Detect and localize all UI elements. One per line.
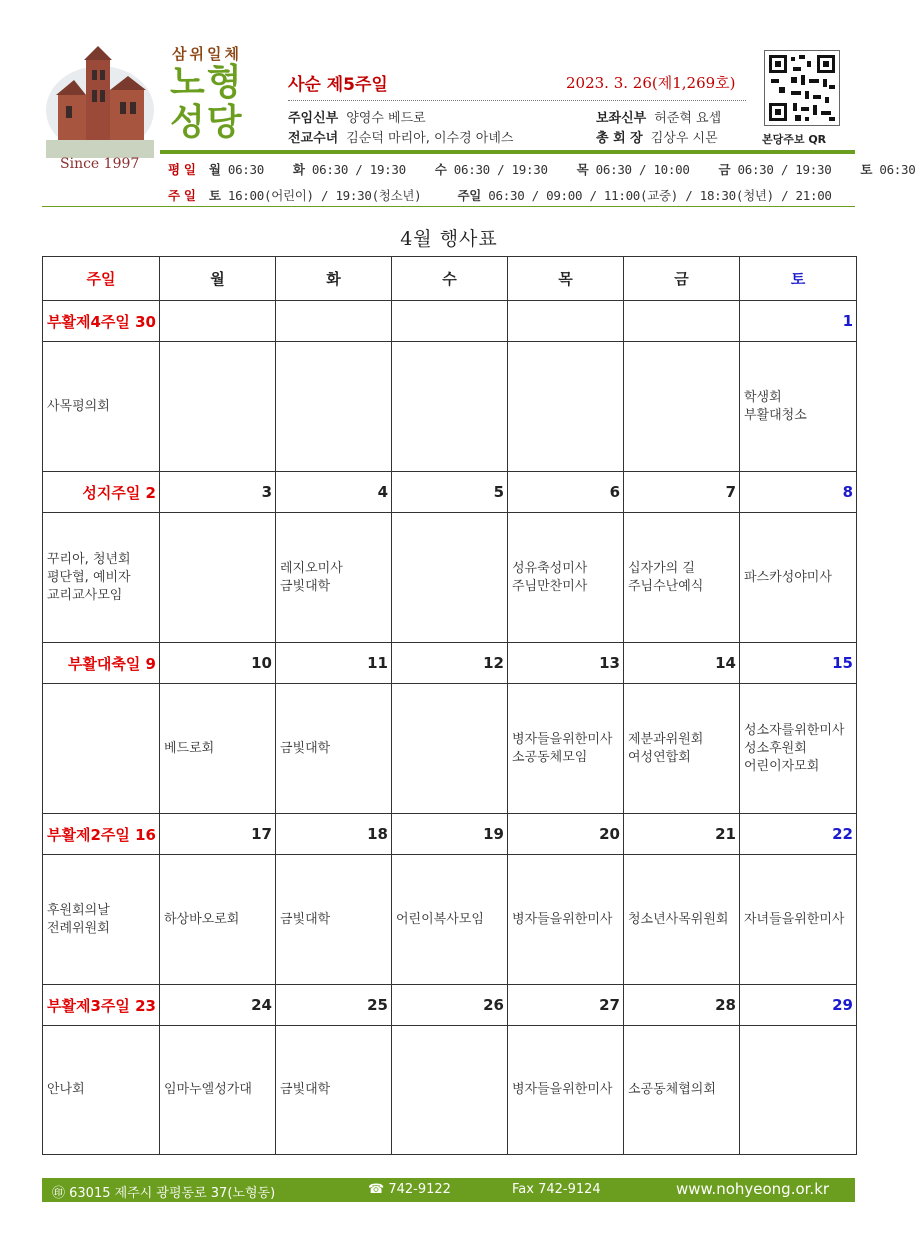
event-item: 금빛대학	[280, 578, 331, 594]
event-item: 병자들을위한미사	[512, 731, 613, 747]
date-cell: 20	[508, 814, 624, 855]
date-cell: 15	[740, 643, 857, 684]
footer-website[interactable]: www.nohyeong.or.kr	[676, 1180, 830, 1198]
date-cell: 17	[160, 814, 276, 855]
week-events-row	[43, 513, 857, 643]
date-cell	[160, 301, 276, 342]
events-cell	[392, 513, 508, 643]
footer-fax: Fax 742-9124	[512, 1182, 601, 1197]
date-cell: 22	[740, 814, 857, 855]
week-date-row	[43, 985, 857, 1026]
event-item: 병자들을위한미사	[512, 911, 613, 927]
events-cell	[43, 1026, 160, 1155]
date-cell	[276, 301, 392, 342]
events-cell	[392, 684, 508, 814]
week-events-row	[43, 1026, 857, 1155]
events-cell	[624, 1026, 740, 1155]
event-item: 꾸리아, 청년회	[47, 551, 131, 567]
date-cell: 21	[624, 814, 740, 855]
event-item: 하상바오로회	[164, 911, 240, 927]
date-cell: 8	[740, 472, 857, 513]
date-cell: 26	[392, 985, 508, 1026]
events-cell	[160, 1026, 276, 1155]
week-date-row	[43, 301, 857, 342]
schedule-divider	[42, 206, 855, 207]
sister-info: 전교수녀 김순덕 마리아, 이수경 아녜스	[288, 131, 514, 146]
day-header-wed: 수	[392, 257, 508, 301]
week-date-row	[43, 643, 857, 684]
events-cell	[392, 1026, 508, 1155]
qr-code[interactable]	[764, 50, 840, 126]
event-item: 후원회의날	[47, 902, 110, 918]
events-cell	[508, 855, 624, 985]
events-cell	[508, 342, 624, 472]
date-cell: 25	[276, 985, 392, 1026]
calendar-header-row	[43, 257, 857, 301]
event-item: 여성연합회	[628, 749, 691, 765]
event-item: 주님만찬미사	[512, 578, 588, 594]
date-cell: 18	[276, 814, 392, 855]
event-item: 레지오미사	[280, 560, 343, 576]
event-item: 병자들을위한미사	[512, 1082, 613, 1097]
events-cell	[43, 342, 160, 472]
events-cell	[43, 855, 160, 985]
events-cell	[276, 1026, 392, 1155]
assistant-info: 보좌신부 허준혁 요셉	[596, 111, 722, 126]
sunday-date-cell: 부활대축일 9	[43, 643, 160, 684]
event-item: 금빛대학	[280, 911, 331, 927]
date-cell: 27	[508, 985, 624, 1026]
header-divider	[160, 150, 855, 154]
event-item: 평단협, 예비자	[47, 569, 131, 585]
event-item: 소공동체협의회	[628, 1082, 716, 1097]
events-cell	[276, 513, 392, 643]
event-item: 십자가의 길	[628, 560, 695, 576]
event-item: 안나회	[47, 1082, 85, 1097]
event-item: 주님수난예식	[628, 578, 704, 594]
sunday-date-cell: 성지주일 2	[43, 472, 160, 513]
events-cell	[740, 855, 857, 985]
date-cell: 10	[160, 643, 276, 684]
church-name-line1: 노형	[170, 62, 244, 103]
events-cell	[624, 342, 740, 472]
calendar-title: 4월 행사표	[400, 228, 498, 250]
qr-label: 본당주보 QR	[762, 133, 827, 146]
date-cell: 12	[392, 643, 508, 684]
date-cell: 13	[508, 643, 624, 684]
date-cell: 24	[160, 985, 276, 1026]
events-cell	[276, 342, 392, 472]
event-item: 부활대청소	[744, 407, 807, 423]
event-item: 성소후원회	[744, 740, 807, 756]
sunday-schedule: 주 일 토 16:00(어린이) / 19:30(청소년) 주일 06:30 / 09:00 / 11:00(교중) / 18:30(청년) / 21:00	[168, 188, 832, 203]
sunday-title: 사순 제5주일	[288, 75, 388, 95]
issue-date: 2023. 3. 26(제1,269호)	[566, 74, 736, 92]
since-year: Since 1997	[60, 156, 140, 172]
events-cell	[43, 513, 160, 643]
event-item: 금빛대학	[280, 1082, 331, 1097]
weekday-schedule: 평 일 월 06:30 화 06:30 / 19:30 수 06:30 / 19:30 목 06:30 / 10:00 금 06:30 / 19:30 토 06:30	[168, 162, 916, 177]
day-header-thu: 목	[508, 257, 624, 301]
sunday-date-cell: 부활제4주일 30	[43, 301, 160, 342]
footer-bar	[42, 1178, 855, 1202]
date-cell: 28	[624, 985, 740, 1026]
event-item: 성소자를위한미사	[744, 722, 845, 738]
event-item: 소공동체모임	[512, 749, 588, 765]
church-name-line2: 성당	[170, 102, 244, 143]
event-item: 어린이복사모임	[396, 911, 484, 927]
event-item: 자녀들을위한미사	[744, 911, 845, 927]
week-date-row	[43, 472, 857, 513]
footer-phone: ☎ 742-9122	[368, 1182, 451, 1197]
event-item: 교리교사모임	[47, 587, 123, 603]
president-info: 총 회 장 김상우 시몬	[596, 131, 718, 146]
events-cell	[508, 513, 624, 643]
week-events-row	[43, 342, 857, 472]
events-cell	[740, 342, 857, 472]
divider	[288, 100, 746, 101]
events-cell	[624, 513, 740, 643]
week-date-row	[43, 814, 857, 855]
events-cell	[276, 684, 392, 814]
event-item: 베드로회	[164, 740, 215, 756]
date-cell: 1	[740, 301, 857, 342]
event-item: 청소년사목위원회	[628, 911, 729, 927]
date-cell: 6	[508, 472, 624, 513]
day-header-sun: 주일	[43, 257, 160, 301]
footer-address: ㊞ 63015 제주시 광평동로 37(노형동)	[52, 1186, 276, 1201]
event-item: 금빛대학	[280, 740, 331, 756]
date-cell: 3	[160, 472, 276, 513]
day-header-tue: 화	[276, 257, 392, 301]
trinity-label: 삼위일체	[172, 45, 242, 63]
events-cell	[392, 855, 508, 985]
event-item: 학생회	[744, 389, 782, 405]
date-cell: 4	[276, 472, 392, 513]
events-cell	[740, 513, 857, 643]
events-cell	[624, 684, 740, 814]
sunday-date-cell: 부활제3주일 23	[43, 985, 160, 1026]
event-item: 어린이자모회	[744, 758, 820, 774]
date-cell: 29	[740, 985, 857, 1026]
events-cell	[740, 684, 857, 814]
event-calendar	[42, 256, 857, 1155]
date-cell: 19	[392, 814, 508, 855]
events-cell	[43, 684, 160, 814]
events-cell	[160, 855, 276, 985]
event-item: 임마누엘성가대	[164, 1082, 252, 1097]
week-events-row	[43, 684, 857, 814]
event-item: 제분과위원회	[628, 731, 704, 747]
church-building-image	[46, 40, 154, 158]
date-cell: 7	[624, 472, 740, 513]
events-cell	[160, 342, 276, 472]
events-cell	[276, 855, 392, 985]
date-cell: 11	[276, 643, 392, 684]
week-events-row	[43, 855, 857, 985]
events-cell	[392, 342, 508, 472]
date-cell: 14	[624, 643, 740, 684]
date-cell	[508, 301, 624, 342]
event-item: 전례위원회	[47, 920, 110, 936]
event-item: 파스카성야미사	[744, 569, 832, 585]
events-cell	[624, 855, 740, 985]
event-item: 성유축성미사	[512, 560, 588, 576]
events-cell	[160, 684, 276, 814]
date-cell	[624, 301, 740, 342]
event-item: 사목평의회	[47, 398, 110, 414]
events-cell	[508, 684, 624, 814]
sunday-date-cell: 부활제2주일 16	[43, 814, 160, 855]
day-header-mon: 월	[160, 257, 276, 301]
events-cell	[160, 513, 276, 643]
events-cell	[508, 1026, 624, 1155]
pastor-info: 주임신부 양영수 베드로	[288, 111, 426, 126]
day-header-fri: 금	[624, 257, 740, 301]
date-cell	[392, 301, 508, 342]
date-cell: 5	[392, 472, 508, 513]
events-cell	[740, 1026, 857, 1155]
day-header-sat: 토	[740, 257, 857, 301]
